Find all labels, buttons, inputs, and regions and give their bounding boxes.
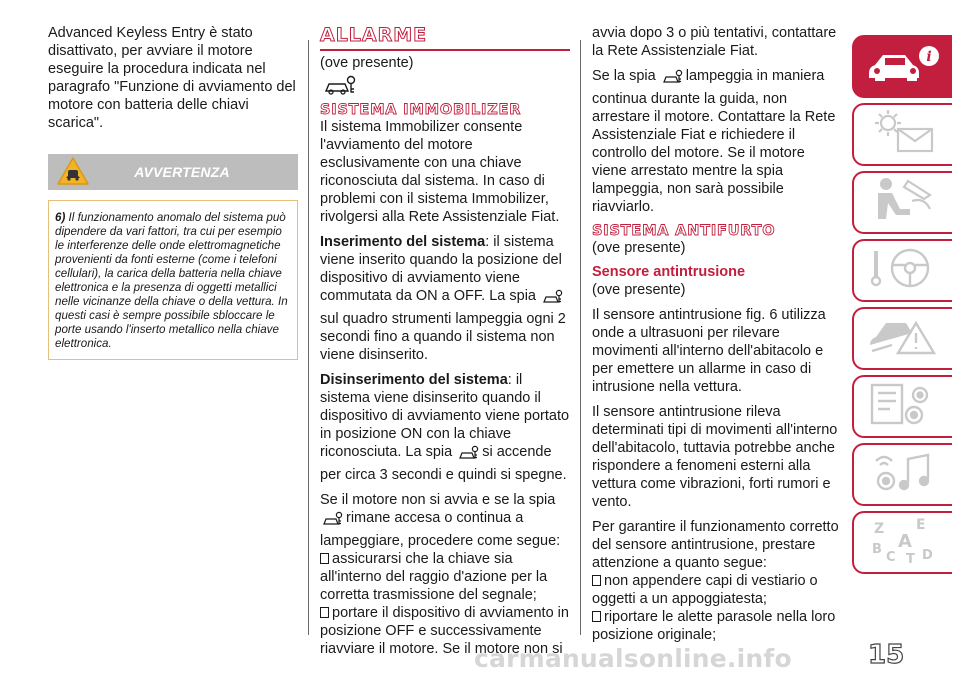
checkbox-bullet-icon [592,575,601,586]
list-item-text: portare il dispositivo di avviamento in posizione OFF e successivamente riavviare il motore. Se il motore non si [320,605,569,657]
disinserimento-paragraph [320,371,570,484]
antifurto-note: (ove presente) [592,240,686,256]
car-info-icon [863,43,943,90]
immobilizer-paragraph: Il sistema Immobilizer consente l'avviamento del motore esclusivamente con una chiave riconosciuta dal sistema. In caso di problemi con il sistema Immobilizer, rivolgersi alla Rete Assistenziale Fiat. [320,119,560,225]
tab-multimedia[interactable] [852,443,952,506]
continuation-paragraph: avvia dopo 3 o più tentativi, contattare la Rete Assistenziale Fiat. [592,25,837,59]
svg-text:B: B [872,542,882,557]
list-item-text: assicurarsi che la chiave sia all'interno del raggio d'azione per la corretta trasmissione del segnale; [320,551,548,603]
immobilizer-warning-light-icon [542,289,564,310]
alphabet-index-icon [868,515,938,570]
disinserimento-text-a: : il sistema viene disinserito quando il dispositivo di avviamento viene portato in posizione ON con la chiave riconosciuta. La spia [320,372,570,460]
flashing-text-a: Se la spia [592,68,656,84]
disinserimento-text-b: si accende per circa 3 secondi e quindi si spegne. [320,444,567,483]
checkbox-bullet-icon [320,607,329,618]
warning-text: Il funzionamento anomalo del sistema può dipendere da vari fattori, tra cui per esempio le interferenze delle onde elettromagnetiche provenienti da fonti esterne (come i telefoni cellulari), la carica della batteria nella chiave elettronica e la presenza di oggetti metallici nelle vicinanze della chiave o della vettura. In questi casi è sempre possibile sbloccare le porte usando l'inserto metallico nella chiave elettronica. [55,211,288,350]
subsection-title-antifurto: SISTEMA ANTIFURTO [592,223,776,239]
immobilizer-key-car-icon [322,74,570,98]
svg-text:i: i [926,49,932,65]
checkbox-bullet-icon [320,553,329,564]
svg-text:D: D [922,548,933,563]
warning-header [48,154,298,190]
warning-lights-icon [868,107,938,162]
list-item-text: non appendere capi di vestiario o oggetti a un appoggiatesta; [592,573,818,607]
immobilizer-warning-light-icon [662,69,684,90]
steering-wheel-icon [868,243,938,298]
warning-title: AVVERTENZA [134,164,230,180]
section-title-allarme: ALLARME [320,24,570,51]
column-left [48,24,298,360]
breakdown-icon [866,311,940,366]
tab-warning-lights[interactable] [852,103,952,166]
warning-number: 6) [55,211,66,224]
multimedia-icon [868,447,938,502]
disinserimento-label: Disinserimento del sistema [320,372,508,388]
sensor-title: Sensore antintrusione [592,264,746,280]
watermark: carmanualsonline.info [474,644,792,673]
chapter-tabs [852,35,952,579]
list-item [592,572,842,608]
sensor-paragraph-2: Il sensore antintrusione rileva determinati tipi di movimenti all'interno dell'abitacolo, tuttavia potrebbe anche rispondere a fenomeni esterni alla vettura come vibrazioni, forti rumori e vento. [592,404,838,510]
column-divider [308,40,309,635]
immobilizer-warning-light-icon [458,445,480,466]
inserimento-text-b: sul quadro strumenti lampeggia ogni 2 secondi fino a quando il sistema non viene disinserito. [320,311,566,363]
allarme-note: (ove presente) [320,55,414,71]
checkbox-bullet-icon [592,611,601,622]
inserimento-label: Inserimento del sistema [320,234,486,250]
list-item [320,550,570,604]
troubleshoot-text-b: rimane accesa o continua a lampeggiare, procedere come segue: [320,510,561,549]
airbag-seat-icon [868,175,938,230]
svg-text:A: A [898,531,912,552]
inserimento-text-a: : il sistema viene inserito quando la posizione del dispositivo di avviamento viene commutata da ON a OFF. La spia [320,234,562,304]
svg-text:C: C [886,550,896,565]
svg-text:Z: Z [874,521,885,537]
tab-car-info[interactable] [852,35,952,98]
tab-index[interactable] [852,511,952,574]
column-divider [580,40,581,635]
tab-driving[interactable] [852,239,952,302]
list-item-text: riportare le alette parasole nella loro posizione originale; [592,609,836,643]
tab-emergency[interactable] [852,307,952,370]
svg-text:T: T [906,552,915,565]
sensor-paragraph-3: Per garantire il funzionamento corretto del sensore antintrusione, prestare attenzione a quanto segue: [592,519,839,571]
tab-maintenance[interactable] [852,375,952,438]
troubleshoot-paragraph [320,491,570,550]
subsection-title-immobilizer: SISTEMA IMMOBILIZER [320,102,522,118]
svg-text:E: E [916,517,926,533]
page-number: 15 [868,640,905,670]
troubleshoot-text-a: Se il motore non si avvia e se la spia [320,492,556,508]
list-item [592,608,842,644]
column-middle [320,24,570,658]
warning-box [48,200,298,360]
inserimento-paragraph [320,233,570,364]
sensor-paragraph-1: Il sensore antintrusione fig. 6 utilizza onde a ultrasuoni per rilevare movimenti all'interno dell'abitacolo e per emettere un allarme in caso di intrusione nella vettura. [592,307,826,395]
sensor-note: (ove presente) [592,282,686,298]
immobilizer-warning-light-icon [322,511,344,532]
tab-safety[interactable] [852,171,952,234]
intro-paragraph: Advanced Keyless Entry è stato disattivato, per avviare il motore eseguire la procedura indicata nel paragrafo "Funzione di avviamento del motore con batteria delle chiavi scarica". [48,25,296,131]
flashing-light-paragraph [592,67,842,216]
settings-icon [868,379,938,434]
warning-triangle-icon [56,156,90,191]
column-right [592,24,842,644]
flashing-text-b: lampeggia in maniera continua durante la guida, non arrestare il motore. Contattare la Rete Assistenziale Fiat e richiedere il controllo del motore. Se il motore viene arrestato mentre la spia lampeggia, non sarà possibile riavviarlo. [592,68,836,215]
